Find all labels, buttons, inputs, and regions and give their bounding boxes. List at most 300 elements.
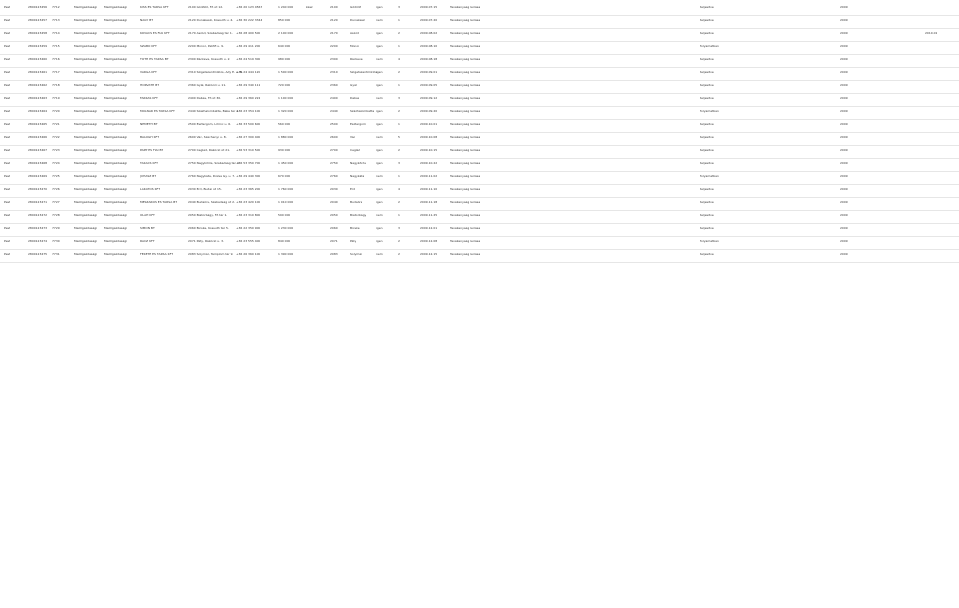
cell-year: 2009	[840, 188, 848, 191]
cell-address: 2500 Esztergom, Lőrinc u. 6.	[188, 123, 232, 126]
cell-desc: Tevékenység leírása	[450, 58, 481, 61]
cell-id: 2800123463	[28, 97, 48, 100]
cell-subtype: Mezőgazdasági	[104, 253, 128, 256]
cell-code: 7726	[52, 188, 60, 191]
cell-city_name: Cegléd	[350, 149, 361, 152]
cell-county: Pest	[4, 6, 11, 9]
cell-desc: Tevékenység leírása	[450, 201, 481, 204]
cell-name: SIMON BT	[140, 227, 155, 230]
cell-address: 2200 Monor, Petőfi u. 9.	[188, 45, 224, 48]
cell-type: Mezőgazdasági	[74, 201, 98, 204]
cell-county: Pest	[4, 71, 11, 74]
cell-amount: 640 000	[278, 45, 291, 48]
cell-date: 2009.10.15	[420, 149, 438, 152]
cell-id: 2800123468	[28, 162, 48, 165]
cell-id: 2800123471	[28, 201, 48, 204]
cell-phone: +36 29 411 200	[236, 45, 261, 48]
table-row[interactable]	[0, 253, 959, 263]
cell-desc: Tevékenység leírása	[450, 175, 481, 178]
table-row[interactable]	[0, 149, 959, 159]
cell-year: 2009	[840, 97, 848, 100]
cell-status: teljesítve	[700, 136, 714, 139]
table-row[interactable]	[0, 45, 959, 55]
cell-type: Mezőgazdasági	[74, 123, 98, 126]
cell-num: 2	[398, 71, 400, 74]
cell-year: 2009	[840, 214, 848, 217]
cell-status: teljesítve	[700, 227, 714, 230]
table-row[interactable]	[0, 201, 959, 211]
cell-amount: 1 010 000	[278, 201, 294, 204]
cell-county: Pest	[4, 201, 11, 204]
cell-num: 3	[398, 6, 400, 9]
cell-code: 7712	[52, 6, 60, 9]
cell-status: folyamatban	[700, 45, 719, 48]
cell-county: Pest	[4, 58, 11, 61]
cell-date: 2009.09.12	[420, 97, 438, 100]
cell-city_code: 2170	[330, 32, 338, 35]
cell-city_name: Esztergom	[350, 123, 366, 126]
cell-phone: +36 24 519 300	[236, 58, 261, 61]
cell-status: teljesítve	[700, 71, 714, 74]
cell-county: Pest	[4, 19, 11, 22]
cell-type: Mezőgazdasági	[74, 227, 98, 230]
cell-desc: Tevékenység leírása	[450, 149, 481, 152]
cell-city_name: Szigetszentmiklós	[350, 71, 378, 74]
cell-subtype: Mezőgazdasági	[104, 123, 128, 126]
cell-code: 7713	[52, 19, 60, 22]
cell-code: 7718	[52, 84, 60, 87]
cell-city_name: Solymár	[350, 253, 363, 256]
cell-subtype: Mezőgazdasági	[104, 32, 128, 35]
cell-city_code: 2071	[330, 240, 338, 243]
cell-id: 2800123469	[28, 175, 48, 178]
cell-status: teljesítve	[700, 201, 714, 204]
cell-id: 2800123458	[28, 32, 48, 35]
cell-desc: Tevékenység leírása	[450, 253, 481, 256]
cell-name: VARGA KFT	[140, 71, 157, 74]
cell-num: 2	[398, 149, 400, 152]
cell-id: 2800123462	[28, 84, 48, 87]
cell-num: 2	[398, 110, 400, 113]
cell-status: teljesítve	[700, 162, 714, 165]
cell-extra: 2010.01	[925, 32, 938, 35]
cell-flag: igen	[376, 240, 383, 243]
cell-city_code: 2310	[330, 71, 338, 74]
cell-subtype: Mezőgazdasági	[104, 136, 128, 139]
cell-phone: +36 29 440 300	[236, 175, 261, 178]
cell-address: 2310 Szigetszentmiklós, Ady E. u. 5.	[188, 71, 243, 74]
cell-year: 2009	[840, 123, 848, 126]
cell-date: 2009.09.20	[420, 110, 438, 113]
cell-type: Mezőgazdasági	[74, 45, 98, 48]
cell-amount: 1 760 000	[278, 188, 294, 191]
cell-address: 2100 Gödöllő, Fő út 12.	[188, 6, 224, 9]
cell-year: 2009	[840, 110, 848, 113]
cell-type: Mezőgazdasági	[74, 162, 98, 165]
cell-name: TAKÁCS KFT	[140, 162, 158, 165]
cell-status: teljesítve	[700, 19, 714, 22]
cell-status: teljesítve	[700, 214, 714, 217]
cell-name: RÁCZ KFT	[140, 240, 155, 243]
cell-flag: nem	[376, 58, 383, 61]
cell-year: 2009	[840, 253, 848, 256]
cell-flag: nem	[376, 136, 383, 139]
cell-status: teljesítve	[700, 149, 714, 152]
cell-num: 2	[398, 32, 400, 35]
cell-flag: igen	[376, 201, 383, 204]
cell-id: 2800123465	[28, 123, 48, 126]
cell-subtype: Mezőgazdasági	[104, 188, 128, 191]
cell-city_code: 2040	[330, 201, 338, 204]
table-row[interactable]	[0, 32, 959, 42]
cell-num: 2	[398, 201, 400, 204]
cell-amount: 840 000	[278, 240, 291, 243]
cell-type: Mezőgazdasági	[74, 149, 98, 152]
cell-date: 2009.07.20	[420, 19, 438, 22]
cell-city_code: 2360	[330, 84, 338, 87]
cell-flag: igen	[376, 227, 383, 230]
cell-year: 2009	[840, 162, 848, 165]
cell-flag: igen	[376, 6, 383, 9]
cell-status: teljesítve	[700, 32, 714, 35]
cell-subtype: Mezőgazdasági	[104, 45, 128, 48]
cell-code: 7715	[52, 45, 60, 48]
cell-subtype: Mezőgazdasági	[104, 71, 128, 74]
cell-id: 2800123475	[28, 253, 48, 256]
cell-amount: 850 000	[278, 19, 291, 22]
cell-flag: igen	[376, 149, 383, 152]
cell-status: teljesítve	[700, 123, 714, 126]
cell-phone: +36 33 500 600	[236, 123, 261, 126]
cell-phone: +36 24 444 120	[236, 71, 261, 74]
cell-subtype: Mezőgazdasági	[104, 240, 128, 243]
cell-code: 7729	[52, 227, 60, 230]
cell-status: folyamatban	[700, 175, 719, 178]
cell-city_code: 2500	[330, 123, 338, 126]
cell-city_code: 2700	[330, 149, 338, 152]
cell-code: 7716	[52, 58, 60, 61]
cell-type: Mezőgazdasági	[74, 253, 98, 256]
cell-subtype: Mezőgazdasági	[104, 227, 128, 230]
cell-num: 3	[398, 97, 400, 100]
cell-county: Pest	[4, 123, 11, 126]
table-row[interactable]	[0, 136, 959, 146]
cell-address: 2440 Százhalombatta, Béke tér 3.	[188, 110, 240, 113]
cell-id: 2800123457	[28, 19, 48, 22]
cell-phone: +36 22 350 900	[236, 227, 261, 230]
cell-name: TÓTH ÉS TÁRSA BT	[140, 58, 169, 61]
cell-name: FARKAS KFT	[140, 97, 158, 100]
cell-year: 2009	[840, 175, 848, 178]
cell-address: 2750 Nagykőrös, Szabadság tér 4.	[188, 162, 240, 165]
cell-code: 7731	[52, 253, 60, 256]
cell-desc: Tevékenység leírása	[450, 240, 481, 243]
cell-amount: 1 450 000	[278, 162, 294, 165]
table-row[interactable]	[0, 71, 959, 81]
cell-name: BALOGH KFT	[140, 136, 160, 139]
cell-phone: +36 53 310 500	[236, 149, 261, 152]
cell-county: Pest	[4, 227, 11, 230]
cell-num: 1	[398, 84, 400, 87]
table-row[interactable]	[0, 84, 959, 94]
cell-code: 7730	[52, 240, 60, 243]
cell-note: kész	[306, 6, 313, 9]
cell-code: 7723	[52, 149, 60, 152]
cell-desc: Tevékenység leírása	[450, 97, 481, 100]
cell-amount: 930 000	[278, 149, 291, 152]
table-row[interactable]	[0, 188, 959, 198]
cell-desc: Tevékenység leírása	[450, 214, 481, 217]
cell-subtype: Mezőgazdasági	[104, 84, 128, 87]
cell-year: 2009	[840, 45, 848, 48]
cell-name: NAGY BT	[140, 19, 154, 22]
cell-status: teljesítve	[700, 58, 714, 61]
cell-phone: +36 29 360 222	[236, 97, 261, 100]
cell-county: Pest	[4, 253, 11, 256]
cell-num: 2	[398, 240, 400, 243]
cell-flag: nem	[376, 19, 383, 22]
cell-county: Pest	[4, 149, 11, 152]
cell-year: 2009	[840, 71, 848, 74]
cell-county: Pest	[4, 97, 11, 100]
cell-type: Mezőgazdasági	[74, 19, 98, 22]
cell-type: Mezőgazdasági	[74, 58, 98, 61]
cell-desc: Tevékenység leírása	[450, 227, 481, 230]
cell-id: 2800123472	[28, 214, 48, 217]
cell-code: 7722	[52, 136, 60, 139]
cell-county: Pest	[4, 240, 11, 243]
cell-name: KISS ÉS TÁRSA KFT	[140, 6, 169, 9]
cell-amount: 590 000	[278, 214, 291, 217]
cell-city_name: Érd	[350, 188, 355, 191]
cell-num: 1	[398, 123, 400, 126]
cell-type: Mezőgazdasági	[74, 6, 98, 9]
cell-phone: +36 23 310 800	[236, 214, 261, 217]
cell-name: MÉSZÁROS ÉS TÁRSA BT	[140, 201, 178, 204]
cell-name: JUHÁSZ BT	[140, 175, 157, 178]
cell-num: 2	[398, 253, 400, 256]
cell-type: Mezőgazdasági	[74, 240, 98, 243]
cell-desc: Tevékenység leírása	[450, 6, 481, 9]
cell-phone: +36 23 354 100	[236, 110, 261, 113]
table-row[interactable]	[0, 19, 959, 29]
cell-amount: 1 100 000	[278, 97, 294, 100]
cell-phone: +36 27 300 400	[236, 136, 261, 139]
cell-amount: 1 320 000	[278, 110, 294, 113]
table-row[interactable]	[0, 214, 959, 224]
cell-address: 2083 Solymár, Templom tér 9.	[188, 253, 234, 256]
cell-address: 2700 Cegléd, Rákóczi út 21.	[188, 149, 231, 152]
cell-subtype: Mezőgazdasági	[104, 58, 128, 61]
cell-amount: 1 880 000	[278, 136, 294, 139]
cell-name: HORVÁTH BT	[140, 84, 160, 87]
cell-amount: 670 000	[278, 175, 291, 178]
cell-phone: +36 23 420 100	[236, 201, 261, 204]
cell-num: 1	[398, 175, 400, 178]
cell-phone: +36 23 365 200	[236, 188, 261, 191]
cell-county: Pest	[4, 214, 11, 217]
cell-id: 2800123474	[28, 240, 48, 243]
cell-desc: Tevékenység leírása	[450, 162, 481, 165]
cell-id: 2800123466	[28, 136, 48, 139]
table-row[interactable]	[0, 240, 959, 250]
cell-address: 2400 Dabas, Fő út 30.	[188, 97, 222, 100]
cell-date: 2009.11.10	[420, 188, 438, 191]
cell-year: 2009	[840, 149, 848, 152]
cell-city_name: Biatorbágy	[350, 214, 367, 217]
cell-desc: Tevékenység leírása	[450, 110, 481, 113]
cell-amount: 1 240 000	[278, 6, 294, 9]
cell-status: teljesítve	[700, 6, 714, 9]
table-row[interactable]	[0, 58, 959, 68]
cell-date: 2009.09.05	[420, 84, 438, 87]
cell-desc: Tevékenység leírása	[450, 84, 481, 87]
cell-year: 2009	[840, 32, 848, 35]
cell-status: folyamatban	[700, 240, 719, 243]
cell-city_name: Gyál	[350, 84, 357, 87]
cell-city_code: 2050	[330, 214, 338, 217]
cell-num: 1	[398, 45, 400, 48]
cell-city_code: 2750	[330, 162, 338, 165]
cell-phone: +36 53 350 700	[236, 162, 261, 165]
cell-city_name: Vác	[350, 136, 356, 139]
cell-desc: Tevékenység leírása	[450, 136, 481, 139]
cell-flag: igen	[376, 71, 383, 74]
cell-subtype: Mezőgazdasági	[104, 201, 128, 204]
cell-county: Pest	[4, 136, 11, 139]
cell-name: PAPP ÉS FIAI BT	[140, 149, 164, 152]
cell-address: 2120 Dunakeszi, Kossuth u. 4.	[188, 19, 234, 22]
table-row[interactable]	[0, 6, 959, 16]
cell-num: 3	[398, 162, 400, 165]
cell-address: 2300 Ráckeve, Kossuth u. 2.	[188, 58, 231, 61]
cell-address: 2170 Aszód, Szabadság tér 1.	[188, 32, 233, 35]
cell-name: FEKETE ÉS TÁRSA KFT	[140, 253, 174, 256]
cell-phone: +36 29 340 111	[236, 84, 261, 87]
cell-flag: igen	[376, 162, 383, 165]
cell-city_name: Páty	[350, 240, 357, 243]
cell-type: Mezőgazdasági	[74, 188, 98, 191]
cell-city_name: Aszód	[350, 32, 359, 35]
cell-date: 2009.09.01	[420, 71, 438, 74]
cell-date: 2009.12.08	[420, 240, 438, 243]
table-row[interactable]	[0, 97, 959, 107]
cell-subtype: Mezőgazdasági	[104, 149, 128, 152]
cell-name: KOVÁCS ÉS FIAI KFT	[140, 32, 170, 35]
cell-phone: +36 26 360 100	[236, 253, 261, 256]
cell-name: MOLNÁR ÉS TÁRSA KFT	[140, 110, 175, 113]
cell-address: 2071 Páty, Rákóczi u. 3.	[188, 240, 224, 243]
cell-county: Pest	[4, 162, 11, 165]
cell-county: Pest	[4, 110, 11, 113]
cell-date: 2009.08.18	[420, 58, 438, 61]
cell-city_code: 2083	[330, 253, 338, 256]
cell-desc: Tevékenység leírása	[450, 123, 481, 126]
cell-city_name: Bicske	[350, 227, 360, 230]
table-row[interactable]	[0, 175, 959, 185]
cell-phone: +36 30 222 3344	[236, 19, 263, 22]
cell-status: teljesítve	[700, 253, 714, 256]
cell-desc: Tevékenység leírása	[450, 45, 481, 48]
cell-desc: Tevékenység leírása	[450, 19, 481, 22]
cell-date: 2009.07.15	[420, 6, 438, 9]
cell-city_name: Budaörs	[350, 201, 363, 204]
cell-subtype: Mezőgazdasági	[104, 110, 128, 113]
cell-county: Pest	[4, 84, 11, 87]
cell-amount: 1 500 000	[278, 71, 294, 74]
cell-name: OLÁH KFT	[140, 214, 155, 217]
cell-flag: igen	[376, 84, 383, 87]
cell-date: 2009.10.22	[420, 162, 438, 165]
cell-type: Mezőgazdasági	[74, 175, 98, 178]
cell-city_code: 2030	[330, 188, 338, 191]
cell-county: Pest	[4, 32, 11, 35]
cell-date: 2009.08.10	[420, 45, 438, 48]
cell-status: teljesítve	[700, 188, 714, 191]
cell-flag: nem	[376, 253, 383, 256]
cell-phone: +36 28 400 500	[236, 32, 261, 35]
cell-type: Mezőgazdasági	[74, 214, 98, 217]
cell-date: 2009.10.01	[420, 123, 438, 126]
cell-subtype: Mezőgazdasági	[104, 214, 128, 217]
cell-city_name: Dabas	[350, 97, 360, 100]
cell-address: 2360 Gyál, Rákóczi u. 11.	[188, 84, 227, 87]
cell-code: 7725	[52, 175, 60, 178]
cell-type: Mezőgazdasági	[74, 84, 98, 87]
cell-address: 2050 Biatorbágy, Fő tér 1.	[188, 214, 228, 217]
table-row[interactable]	[0, 227, 959, 237]
cell-id: 2800123456	[28, 6, 48, 9]
cell-type: Mezőgazdasági	[74, 71, 98, 74]
cell-code: 7714	[52, 32, 60, 35]
cell-id: 2800123467	[28, 149, 48, 152]
cell-city_code: 2600	[330, 136, 338, 139]
table-row[interactable]	[0, 110, 959, 120]
cell-status: teljesítve	[700, 84, 714, 87]
table-row[interactable]	[0, 123, 959, 133]
cell-amount: 560 000	[278, 123, 291, 126]
cell-address: 2060 Bicske, Kossuth tér 5.	[188, 227, 229, 230]
cell-year: 2009	[840, 84, 848, 87]
cell-year: 2009	[840, 201, 848, 204]
cell-flag: nem	[376, 214, 383, 217]
cell-city_name: Dunakeszi	[350, 19, 366, 22]
cell-amount: 1 230 000	[278, 227, 294, 230]
cell-id: 2800123460	[28, 58, 48, 61]
cell-flag: nem	[376, 97, 383, 100]
cell-code: 7724	[52, 162, 60, 165]
cell-num: 5	[398, 136, 400, 139]
cell-id: 2800123461	[28, 71, 48, 74]
cell-name: NÉMETH BT	[140, 123, 158, 126]
cell-code: 7728	[52, 214, 60, 217]
cell-code: 7719	[52, 97, 60, 100]
cell-city_name: Gödöllő	[350, 6, 362, 9]
cell-county: Pest	[4, 175, 11, 178]
cell-address: 2600 Vác, Széchenyi u. 8.	[188, 136, 227, 139]
cell-id: 2800123464	[28, 110, 48, 113]
cell-year: 2009	[840, 19, 848, 22]
cell-num: 3	[398, 227, 400, 230]
cell-subtype: Mezőgazdasági	[104, 19, 128, 22]
cell-year: 2009	[840, 6, 848, 9]
cell-status: folyamatban	[700, 110, 719, 113]
table-row[interactable]	[0, 162, 959, 172]
cell-subtype: Mezőgazdasági	[104, 6, 128, 9]
cell-city_name: Nagykőrös	[350, 162, 366, 165]
cell-type: Mezőgazdasági	[74, 110, 98, 113]
cell-city_code: 2200	[330, 45, 338, 48]
